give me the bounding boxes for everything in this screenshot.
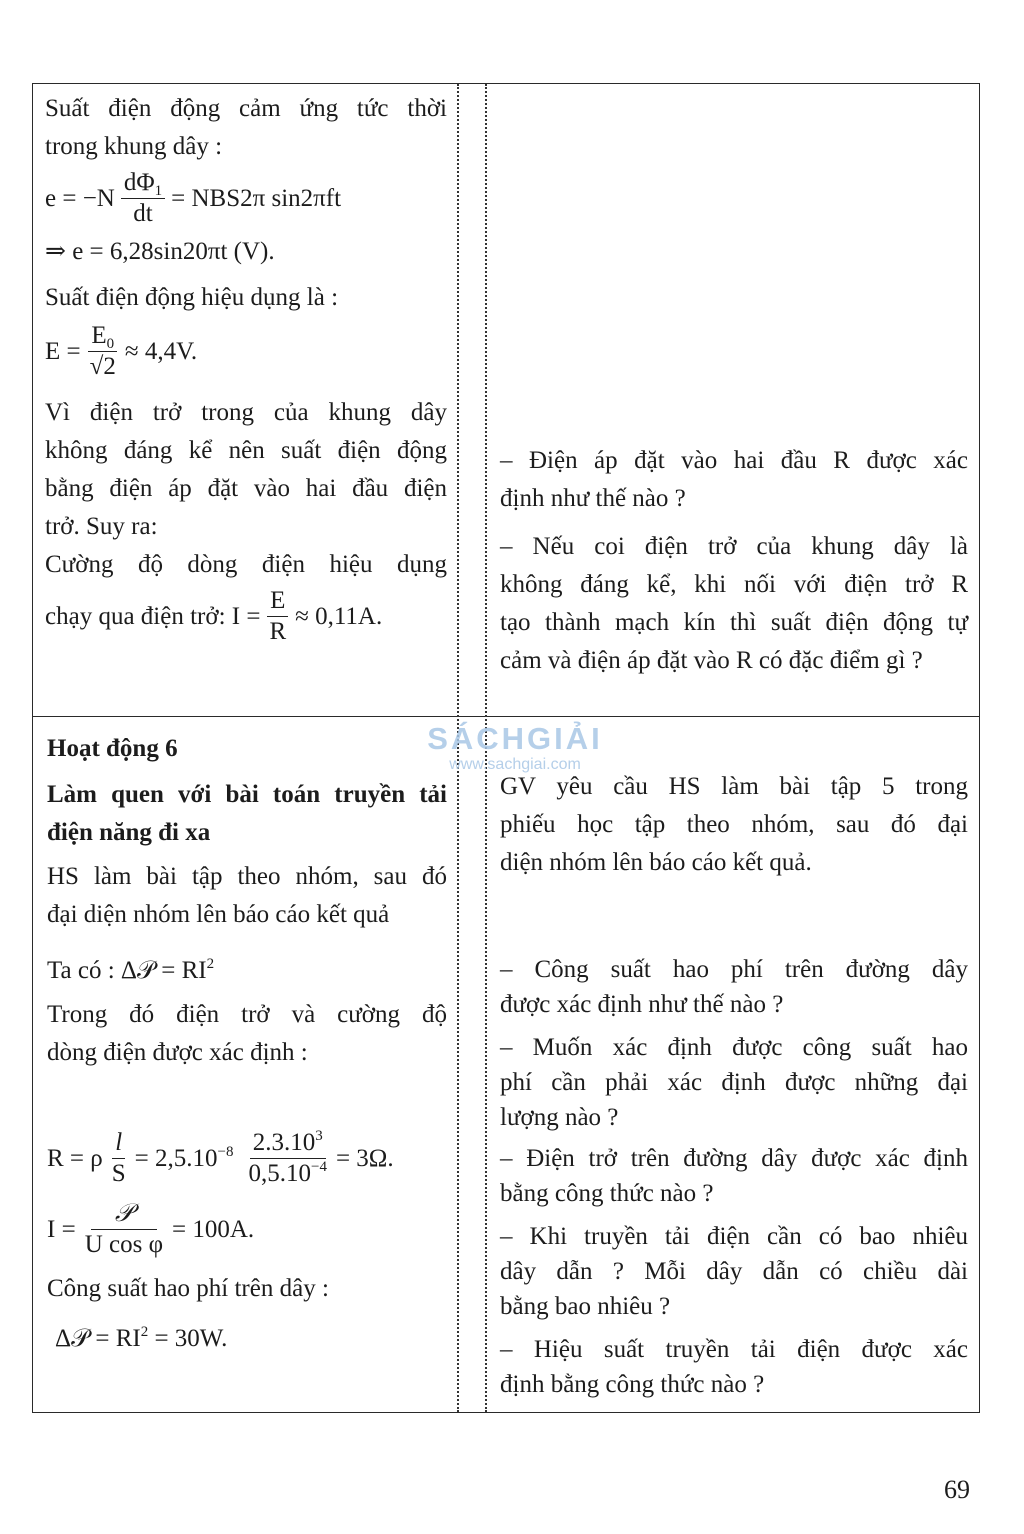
- eq-sup: 3: [315, 1128, 323, 1144]
- question: [500, 1141, 968, 1211]
- text-line: trở. Suy ra:: [45, 513, 158, 540]
- question: [500, 1219, 968, 1324]
- text-line: phiếu học tập theo nhóm, sau đó đại: [500, 811, 968, 838]
- page-number: 69: [944, 1475, 970, 1504]
- paragraph: [47, 858, 447, 934]
- eq-sup: 2: [206, 956, 215, 972]
- eq-sup: −8: [217, 1143, 234, 1160]
- eq-part: = NBS2π sin2πft: [171, 184, 342, 212]
- fraction-numerator: 𝒫: [91, 1199, 157, 1230]
- activity-heading: Hoạt động 6: [47, 735, 178, 762]
- fraction-numerator: [121, 168, 165, 199]
- eq-part: E: [91, 322, 107, 349]
- eq-part: Δ𝒫 = RI: [55, 1325, 141, 1352]
- eq-part: 2.3.10: [252, 1129, 316, 1156]
- fraction: [245, 1128, 329, 1189]
- fraction-numerator: [250, 1128, 326, 1159]
- text-line: Trong đó điện trở và cường độ: [47, 1001, 447, 1028]
- eq-part: = 100A.: [172, 1215, 255, 1243]
- eq-sup: −4: [310, 1159, 327, 1175]
- equation-resistance: [47, 1128, 447, 1189]
- fraction: [109, 1128, 129, 1189]
- eq-part: e = −N: [45, 184, 115, 212]
- activity-subheading: [47, 776, 447, 852]
- text-line: GV yêu cầu HS làm bài tập 5 trong: [500, 773, 968, 800]
- fraction-numerator: [88, 321, 117, 352]
- fraction: [121, 168, 165, 229]
- text-line: – Khi truyền tải điện cần có bao nhiêu: [500, 1223, 968, 1250]
- eq-part: = 2,5.10: [134, 1144, 218, 1172]
- eq-part: ≈ 0,11A.: [295, 602, 383, 630]
- equation-emf-instant: [45, 168, 447, 229]
- paragraph: [47, 996, 447, 1072]
- eq-sup: 2: [140, 1324, 149, 1340]
- eq-part: R = ρ: [47, 1144, 103, 1172]
- text-line: bằng bao nhiêu ?: [500, 1293, 671, 1320]
- eq-sub: 1: [154, 183, 163, 199]
- text-line: – Nếu coi điện trở của khung dây là: [500, 533, 968, 560]
- fraction-denominator: R: [269, 618, 287, 645]
- text-line: đại diện nhóm lên báo cáo kết quả: [47, 901, 390, 928]
- question: [500, 528, 968, 680]
- watermark-brand: SÁCHGIẢI: [427, 721, 603, 756]
- eq-part: 0,5.10: [248, 1160, 311, 1187]
- equation-emf-rms: [45, 321, 447, 382]
- equation-emf-value: ⇒ e = 6,28sin20πt (V).: [45, 238, 275, 265]
- text-line: cảm và điện áp đặt vào R có đặc điểm gì ?: [500, 647, 923, 674]
- text-line: định như thế nào ?: [500, 485, 686, 512]
- eq-part: [135, 1140, 234, 1178]
- text-line: Suất điện động hiệu dụng là :: [45, 284, 339, 311]
- fraction-denominator: dt: [133, 200, 153, 227]
- text-line: điện năng đi xa: [47, 819, 211, 846]
- eq-part: Ta có : Δ𝒫 = RI: [47, 957, 207, 984]
- fraction-denominator: U cos φ: [84, 1231, 163, 1258]
- row-divider: [33, 716, 979, 717]
- text-line: HS làm bài tập theo nhóm, sau đó: [47, 863, 447, 890]
- fraction: [82, 1199, 166, 1260]
- left-bottom-cell: [47, 730, 447, 1358]
- text-line: được xác định như thế nào ?: [500, 991, 784, 1018]
- eq-part: ≈ 4,4V.: [124, 337, 198, 365]
- fraction: [87, 321, 119, 382]
- eq-part: = 30W.: [154, 1325, 228, 1352]
- question: [500, 1030, 968, 1135]
- eq-sub: 0: [106, 336, 115, 352]
- text-line: – Hiệu suất truyền tải điện được xác: [500, 1336, 968, 1363]
- text-line: dây dẫn ? Mỗi dây dẫn có chiều dài: [500, 1258, 968, 1285]
- text-line: bằng công thức nào ?: [500, 1180, 714, 1207]
- text-line: – Điện trở trên đường dây được xác định: [500, 1145, 968, 1172]
- text-line: dòng điện được xác định :: [47, 1039, 308, 1066]
- fraction: [266, 586, 289, 647]
- watermark-url: www.sachgiai.com: [449, 756, 581, 773]
- left-top-cell: [45, 90, 447, 647]
- fraction-denominator: [245, 1159, 329, 1189]
- right-top-cell: [500, 442, 968, 680]
- eq-part: = 3Ω.: [335, 1144, 394, 1172]
- paragraph: [45, 394, 447, 584]
- question: [500, 952, 968, 1022]
- equation-current-line: [47, 1199, 447, 1260]
- equation-power-loss-value: [47, 1320, 447, 1358]
- text-line: – Muốn xác định được công suất hao: [500, 1034, 968, 1061]
- text-line: Cường độ dòng điện hiệu dụng: [45, 551, 447, 578]
- question: [500, 1332, 968, 1402]
- eq-part: I =: [47, 1215, 76, 1243]
- text-line: Vì điện trở trong của khung dây: [45, 399, 447, 426]
- text-line: bằng điện áp đặt vào hai đầu điện: [45, 475, 447, 502]
- equation-power-loss: [47, 952, 447, 990]
- eq-part: chạy qua điện trở: I =: [45, 602, 261, 630]
- equation-current: [45, 586, 447, 647]
- text-line: – Điện áp đặt vào hai đầu R được xác: [500, 447, 968, 474]
- text-line: – Công suất hao phí trên đường dây: [500, 956, 968, 983]
- text-line: phí cần phải xác định được những đại: [500, 1069, 968, 1096]
- text-line: Công suất hao phí trên dây :: [47, 1275, 329, 1302]
- text-line: không đáng kể, khi nối với điện trở R: [500, 571, 968, 598]
- fraction-denominator: S: [111, 1160, 126, 1187]
- eq-part: dΦ: [123, 169, 155, 196]
- text-line: không đáng kể nên suất điện động: [45, 437, 447, 464]
- text-line: Làm quen với bài toán truyền tải: [47, 781, 447, 808]
- eq-part: E =: [45, 337, 81, 365]
- text-line: định bằng công thức nào ?: [500, 1371, 765, 1398]
- fraction-numerator: E: [267, 586, 288, 617]
- fraction-denominator: √2: [89, 353, 116, 380]
- text-line: trong khung dây :: [45, 133, 223, 160]
- text-line: tạo thành mạch kín thì suất điện động tự: [500, 609, 968, 636]
- text-line: Suất điện động cảm ứng tức thời: [45, 95, 447, 122]
- fraction-numerator: l: [112, 1128, 125, 1159]
- right-bottom-cell: [500, 768, 968, 1402]
- watermark-logo: [410, 722, 620, 774]
- text-line: diện nhóm lên báo cáo kết quả.: [500, 849, 812, 876]
- text-line: lượng nào ?: [500, 1104, 619, 1131]
